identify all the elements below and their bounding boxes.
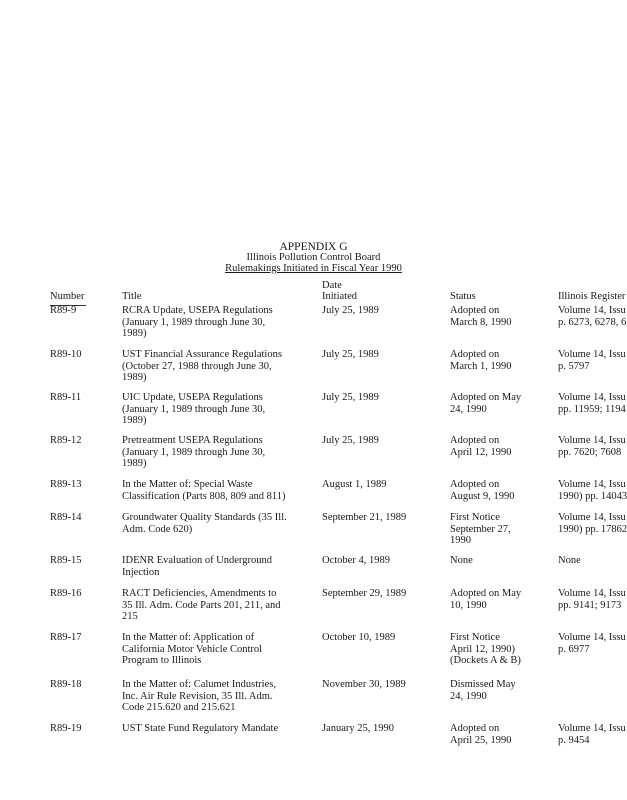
row-date-initiated: October 4, 1989 bbox=[322, 555, 390, 566]
row-illinois-register: Volume 14, Issu p. 6977 bbox=[558, 632, 626, 655]
row-illinois-register: Volume 14, Issu p. 6273, 6278, 6 bbox=[558, 305, 627, 328]
row-number: R89-10 bbox=[50, 349, 82, 360]
row-date-initiated: November 30, 1989 bbox=[322, 679, 406, 690]
row-title: RCRA Update, USEPA Regulations (January 1, 1989 through June 30, 1989) bbox=[122, 305, 273, 339]
row-date-initiated: September 29, 1989 bbox=[322, 588, 407, 599]
row-status: Adopted on May 24, 1990 bbox=[450, 392, 522, 415]
row-number: R89-14 bbox=[50, 512, 82, 523]
row-date-initiated: July 25, 1989 bbox=[322, 305, 379, 316]
row-number: R89-18 bbox=[50, 679, 82, 690]
row-title: UIC Update, USEPA Regulations (January 1, 1989 through June 30, 1989) bbox=[122, 392, 266, 426]
row-illinois-register: None bbox=[558, 555, 581, 566]
row-title: UST Financial Assurance Regulations (October 27, 1988 through June 30, 1989) bbox=[122, 349, 282, 383]
row-status: Adopted on May 10, 1990 bbox=[450, 588, 522, 611]
row-date-initiated: July 25, 1989 bbox=[322, 349, 379, 360]
row-illinois-register: Volume 14, Issu 1990) pp. 14043 bbox=[558, 479, 627, 502]
row-status: Dismissed May 24, 1990 bbox=[450, 679, 516, 702]
row-title: RACT Deficiencies, Amendments to 35 Ill. Adm. Code Parts 201, 211, and 215 bbox=[122, 588, 281, 622]
row-number: R89-12 bbox=[50, 435, 82, 446]
row-status: Adopted on April 12, 1990 bbox=[450, 435, 512, 458]
row-number: R89-13 bbox=[50, 479, 82, 490]
row-title: Pretreatment USEPA Regulations (January 1, 1989 through June 30, 1989) bbox=[122, 435, 266, 469]
column-header-register: Illinois Register bbox=[558, 291, 626, 302]
row-illinois-register: Volume 14, Issu p. 5797 bbox=[558, 349, 626, 372]
row-illinois-register: Volume 14, Issu p. 9454 bbox=[558, 723, 626, 746]
row-status: First Notice September 27, 1990 bbox=[450, 512, 511, 546]
column-header-number: Number bbox=[50, 291, 85, 302]
column-header-title: Title bbox=[122, 291, 142, 302]
column-header-status: Status bbox=[450, 291, 476, 302]
row-illinois-register: Volume 14, Issu pp. 11959; 1194 bbox=[558, 392, 626, 415]
row-date-initiated: July 25, 1989 bbox=[322, 392, 379, 403]
row-number: R89-15 bbox=[50, 555, 82, 566]
row-date-initiated: August 1, 1989 bbox=[322, 479, 387, 490]
row-number: R89-9 bbox=[50, 305, 77, 316]
row-title: UST State Fund Regulatory Mandate bbox=[122, 723, 279, 734]
row-illinois-register: Volume 14, Issu pp. 7620; 7608 bbox=[558, 435, 626, 458]
row-number: R89-11 bbox=[50, 392, 82, 403]
row-number: R89-16 bbox=[50, 588, 82, 599]
row-date-initiated: July 25, 1989 bbox=[322, 435, 379, 446]
row-title: In the Matter of: Calumet Industries, Inc. Air Rule Revision, 35 Ill. Adm. Code 215.620 and 215.621 bbox=[122, 679, 276, 713]
row-status: Adopted on March 8, 1990 bbox=[450, 305, 512, 328]
row-status: Adopted on March 1, 1990 bbox=[450, 349, 512, 372]
row-status: First Notice April 12, 1990) (Dockets A & B) bbox=[450, 632, 521, 666]
row-title: IDENR Evaluation of Underground Injection bbox=[122, 555, 272, 578]
row-date-initiated: October 10, 1989 bbox=[322, 632, 396, 643]
row-date-initiated: September 21, 1989 bbox=[322, 512, 407, 523]
table-subtitle: Rulemakings Initiated in Fiscal Year 1990 bbox=[225, 263, 402, 274]
row-title: In the Matter of: Application of California Motor Vehicle Control Program to Illinois bbox=[122, 632, 263, 666]
row-status: Adopted on August 9, 1990 bbox=[450, 479, 515, 502]
row-title: Groundwater Quality Standards (35 Ill. Adm. Code 620) bbox=[122, 512, 287, 535]
row-number: R89-19 bbox=[50, 723, 82, 734]
row-illinois-register: Volume 14, Issu pp. 9141; 9173 bbox=[558, 588, 626, 611]
row-title: In the Matter of: Special Waste Classification (Parts 808, 809 and 811) bbox=[122, 479, 286, 502]
column-header-date-initiated: Date Initiated bbox=[322, 280, 357, 302]
appendix-title: APPENDIX G bbox=[279, 241, 348, 253]
row-number: R89-17 bbox=[50, 632, 82, 643]
organization-name: Illinois Pollution Control Board bbox=[246, 252, 381, 263]
row-illinois-register: Volume 14, Issu 1990) pp. 17862 bbox=[558, 512, 627, 535]
row-status: None bbox=[450, 555, 473, 566]
row-date-initiated: January 25, 1990 bbox=[322, 723, 395, 734]
row-status: Adopted on April 25, 1990 bbox=[450, 723, 512, 746]
